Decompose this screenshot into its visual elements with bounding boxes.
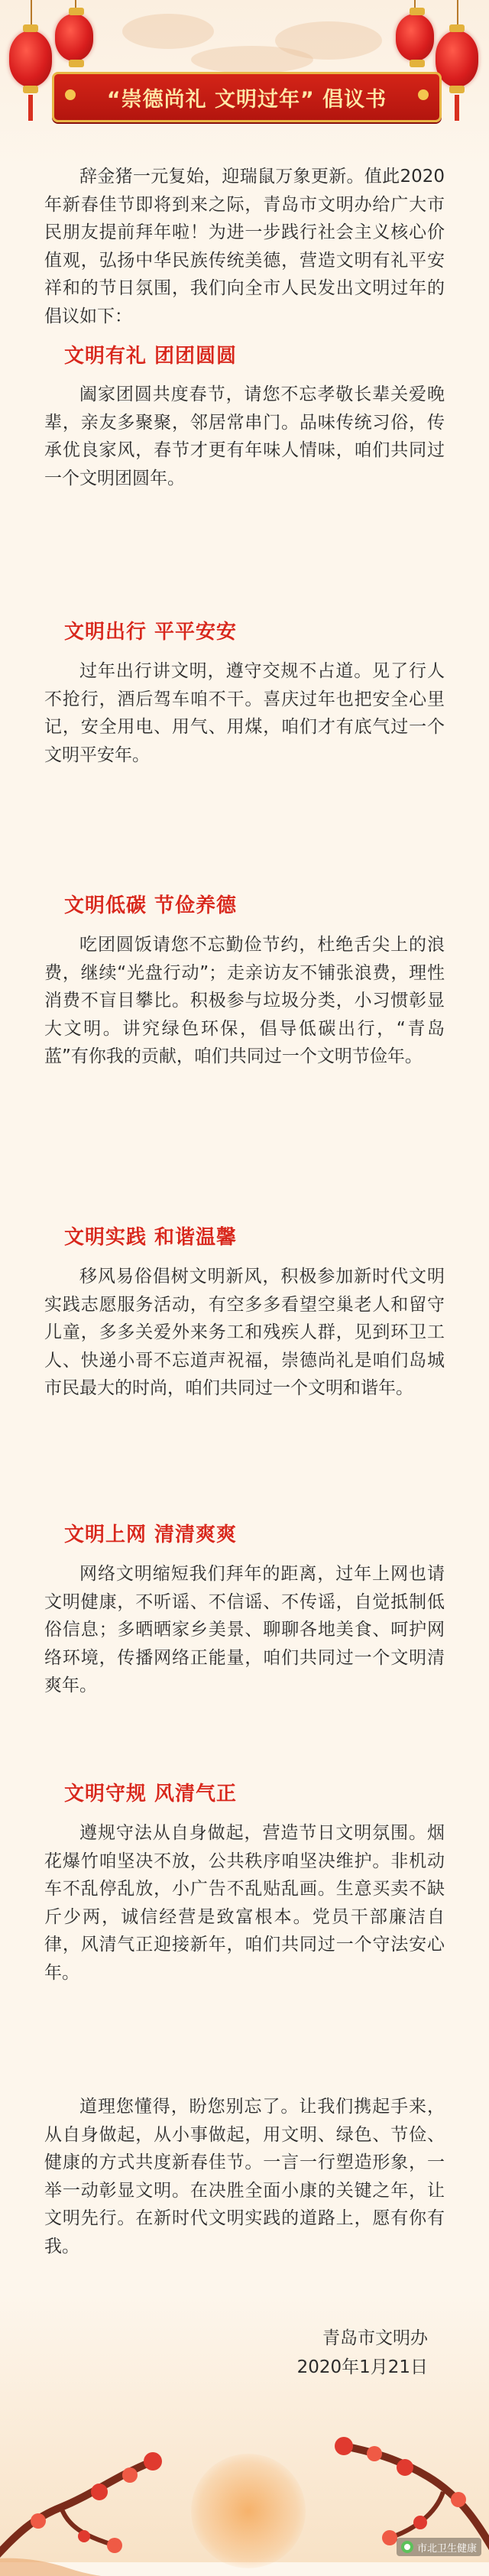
section-heading: 文明低碳 节俭养德 — [64, 894, 238, 917]
cloud-decoration — [191, 46, 313, 73]
lantern-string — [457, 0, 458, 28]
banner-ornament — [65, 89, 76, 100]
lantern-icon — [436, 31, 478, 87]
section-heading: 文明上网 清清爽爽 — [64, 1523, 238, 1546]
section-body: 阖家团圆共度春节，请您不忘孝敬长辈关爱晚辈，亲友多聚聚，邻居常串门。品味传统习俗，传承优良家风，春节才更有年味人情味，咱们共同过一个文明团圆年。 — [44, 384, 445, 488]
lantern-icon — [396, 14, 434, 61]
watermark — [397, 2538, 481, 2556]
section-heading: 文明实践 和谐温馨 — [64, 1226, 238, 1249]
lantern-string — [31, 0, 32, 28]
section-heading: 文明守规 风清气正 — [64, 1783, 238, 1805]
intro-paragraph: 辞金猪一元复始，迎瑞鼠万象更新。值此2020年新春佳节即将到来之际，青岛市文明办给广大市民朋友提前拜年啦！为进一步践行社会主义核心价值观，弘扬中华民族传统美德，营造文明有礼平安祥和的节日氛围，我们向全市人民发出文明过年的倡议如下： — [44, 167, 445, 326]
section-heading: 文明有礼 团团圆圆 — [64, 345, 238, 368]
lantern-tassel — [28, 95, 33, 121]
cloud-decoration — [122, 14, 214, 49]
signature-date: 2020年1月21日 — [296, 2357, 428, 2377]
section-body: 遵规守法从自身做起，营造节日文明氛围。烟花爆竹咱坚决不放，公共秩序咱坚决维护。非机动车不乱停乱放，小广告不乱贴乱画。生意买卖不缺斤少两，诚信经营是致富根本。党员干部廉洁自律，风清气正迎接新年，咱们共同过一个守法安心年。 — [44, 1823, 445, 1983]
section-body: 移风易俗倡树文明新风，积极参加新时代文明实践志愿服务活动，有空多多看望空巢老人和留守儿童，多多关爱外来务工和残疾人群，见到环卫工人、快递小哥不忘道声祝福，崇德尚礼是咱们岛城市民最大的时尚，咱们共同过一个文明和谐年。 — [44, 1267, 445, 1398]
lantern-icon — [9, 31, 52, 87]
sun-decoration — [191, 2454, 306, 2568]
banner-ornament — [418, 89, 429, 100]
watermark-text: 市北卫生健康 — [416, 2542, 477, 2555]
closing-paragraph: 道理您懂得，盼您别忘了。让我们携起手来，从自身做起，从小事做起，用文明、绿色、节俭、健康的方式共度新春佳节。一言一行塑造形象，一举一动彰显文明。在决胜全面小康的关键之年，让文明先行。在新时代文明实践的道路上，愿有你有我。 — [44, 2097, 445, 2256]
lantern-icon — [55, 14, 93, 61]
section-body: 过年出行讲文明，遵守交规不占道。见了行人不抢行，酒后驾车咱不干。喜庆过年也把安全心里记，安全用电、用气、用煤，咱们才有底气过一个文明平安年。 — [44, 661, 445, 765]
section-body: 吃团圆饭请您不忘勤俭节约，杜绝舌尖上的浪费，继续“光盘行动”；走亲访友不铺张浪费，理性消费不盲目攀比。积极参与垃圾分类，小习惯彰显大文明。讲究绿色环保，倡导低碳出行，“青岛蓝”有你我的贡献，咱们共同过一个文明节俭年。 — [44, 935, 445, 1066]
plum-tree-decoration — [0, 2431, 176, 2576]
section-body: 网络文明缩短我们拜年的距离，过年上网也请文明健康，不听谣、不信谣、不传谣，自觉抵制低俗信息；多晒晒家乡美景、聊聊各地美食、呵护网络环境，传播网络正能量，咱们共同过一个文明清爽年。 — [44, 1564, 445, 1695]
page-title: “崇德尚礼 文明过年” 倡议书 — [106, 87, 387, 112]
section-heading: 文明出行 平平安安 — [64, 621, 238, 644]
wechat-watermark-icon — [401, 2541, 413, 2553]
lantern-tassel — [455, 95, 459, 121]
signature-org: 青岛市文明办 — [322, 2328, 428, 2348]
title-banner — [52, 72, 442, 122]
